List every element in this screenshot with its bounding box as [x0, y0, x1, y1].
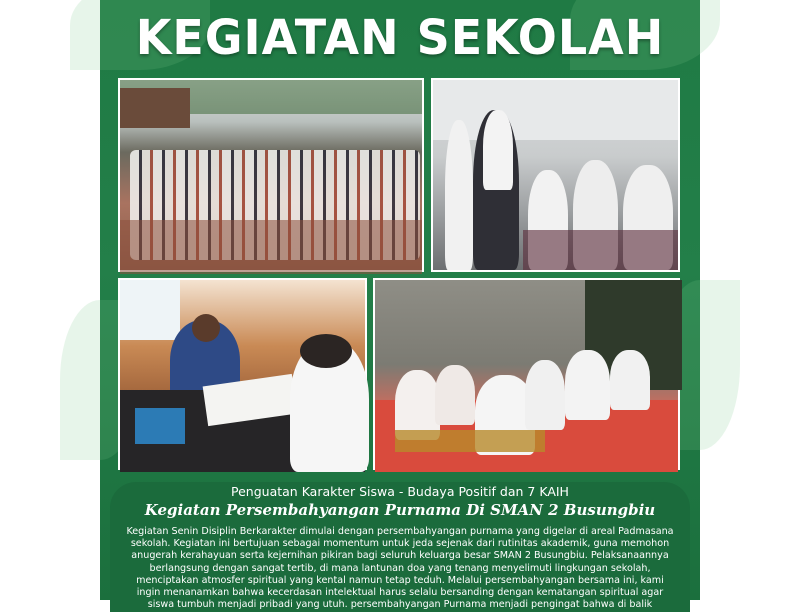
photo-indoor-students	[431, 78, 680, 272]
photo-group-prayer	[373, 278, 680, 470]
poster	[100, 0, 700, 611]
activity-description: Kegiatan Senin Disiplin Berkarakter dimulai dengan persembahyangan purnama yang digelar di areal Padmasana sekolah. Kegiatan ini bertujuan sebagai momentum untuk jeda sejenak dari rutinitas akademik, guna memohon anugerah kerahayuan serta kejernihan pikiran bagi seluruh keluarga besar SMAN 2 Busungbiu. Pelaksanaannya berlangsung dengan sangat tertib, di mana lantunan doa yang tenang menyelimuti lingkungan sekolah, menciptakan atmosfer spiritual yang kental namun tetap teduh. Melalui persembahyangan bersama ini, kami ingin menanamkan bahwa kecerdasan intelektual harus selalu bersanding dengan kematangan spiritual agar siswa tumbuh menjadi pribadi yang utuh. persembahyangan Purnama menjadi pengingat bahwa di balik	[126, 526, 674, 611]
photo-outdoor-prayer	[118, 78, 424, 272]
photo-student-desk	[118, 278, 367, 470]
poster-title: KEGIATAN SEKOLAH	[135, 8, 665, 66]
activity-heading: Kegiatan Persembahyangan Purnama Di SMAN 2 Busungbiu	[144, 501, 656, 519]
poster-subtitle: Penguatan Karakter Siswa - Budaya Positif dan 7 KAIH	[231, 484, 569, 499]
